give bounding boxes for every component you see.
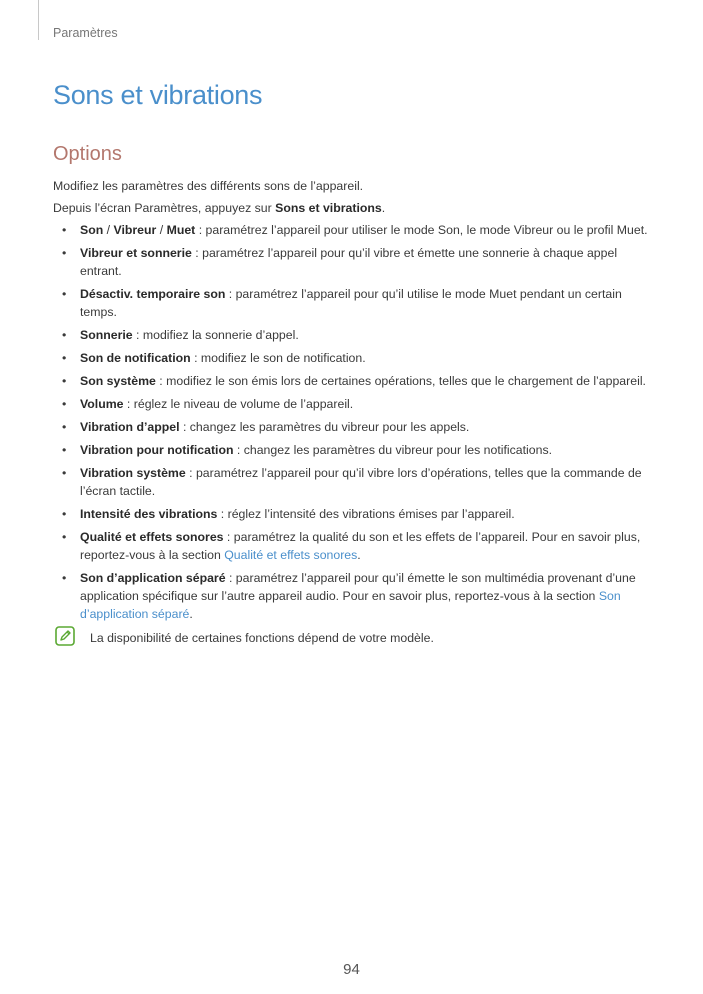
intro-line-1: Modifiez les paramètres des différents sons de l’appareil. xyxy=(53,179,364,193)
main-content xyxy=(53,177,653,651)
note-text: La disponibilité de certaines fonctions dépend de votre modèle. xyxy=(90,631,434,645)
item-text: : paramétrez la qualité du son et les effets de l’appareil. Pour en savoir plus, reportez-vous à la section xyxy=(80,530,641,562)
item-text: : paramétrez l’appareil pour qu’il émette le son multimédia provenant d’une application spécifique sur l’autre appareil audio. Pour en savoir plus, reportez-vous à la section xyxy=(80,571,636,603)
item-term: Vibration d’appel xyxy=(80,420,180,434)
item-text: : changez les paramètres du vibreur pour les notifications. xyxy=(233,443,553,457)
item-term: Vibration système xyxy=(80,466,186,480)
list-item-intensite-vibrations xyxy=(53,505,653,523)
item-term: Son système xyxy=(80,374,156,388)
item-sep: / xyxy=(103,223,114,237)
item-term: Son de notification xyxy=(80,351,191,365)
item-sep: / xyxy=(156,223,167,237)
item-term: Vibreur xyxy=(113,223,157,237)
intro-line-2-suffix: . xyxy=(381,201,386,215)
item-term: Muet xyxy=(166,223,196,237)
item-text: : paramétrez l’appareil pour utiliser le mode Son, le mode Vibreur ou le profil Muet. xyxy=(195,223,648,237)
link-son-application-separe[interactable]: Son d’application séparé xyxy=(80,589,621,621)
intro-line-2-bold: Sons et vibrations xyxy=(275,201,382,215)
item-text: : modifiez la sonnerie d’appel. xyxy=(132,328,299,342)
item-text: : paramétrez l’appareil pour qu’il vibre lors d’opérations, telles que la commande de l’écran tactile. xyxy=(80,466,642,498)
note-block xyxy=(53,629,653,651)
page-title: Sons et vibrations xyxy=(53,80,263,110)
item-term: Désactiv. temporaire son xyxy=(80,287,226,301)
header-margin-rule xyxy=(38,0,39,40)
item-term: Vibration pour notification xyxy=(80,443,234,457)
list-item-vibration-appel xyxy=(53,418,653,436)
item-term: Volume xyxy=(80,397,124,411)
note-pencil-icon xyxy=(55,626,75,646)
list-item-vibration-systeme xyxy=(53,464,653,500)
item-text: : réglez le niveau de volume de l’appareil. xyxy=(123,397,354,411)
list-item-volume xyxy=(53,395,653,413)
item-term: Sonnerie xyxy=(80,328,133,342)
link-qualite-effets-sonores[interactable]: Qualité et effets sonores xyxy=(224,548,358,562)
list-item-son-application-separe xyxy=(53,569,653,623)
item-term: Qualité et effets sonores xyxy=(80,530,224,544)
intro-line-2-prefix: Depuis l’écran Paramètres, appuyez sur xyxy=(53,201,276,215)
list-item-desactiv-temporaire xyxy=(53,285,653,321)
item-term: Vibreur et sonnerie xyxy=(80,246,192,260)
item-term: Son d’application séparé xyxy=(80,571,226,585)
options-list xyxy=(53,221,653,623)
running-header: Paramètres xyxy=(53,26,118,40)
list-item-son-systeme xyxy=(53,372,653,390)
item-text: : modifiez le son de notification. xyxy=(190,351,366,365)
list-item-vibreur-sonnerie xyxy=(53,244,653,280)
item-text: : changez les paramètres du vibreur pour les appels. xyxy=(179,420,470,434)
list-item-vibration-notification xyxy=(53,441,653,459)
page-number: 94 xyxy=(343,961,360,978)
item-after: . xyxy=(357,548,361,562)
item-text: : réglez l’intensité des vibrations émises par l’appareil. xyxy=(217,507,515,521)
section-title: Options xyxy=(53,143,122,165)
item-term: Son xyxy=(80,223,104,237)
item-term: Intensité des vibrations xyxy=(80,507,218,521)
item-text: : paramétrez l’appareil pour qu’il vibre et émette une sonnerie à chaque appel entrant. xyxy=(80,246,618,278)
intro-line-2 xyxy=(53,199,653,217)
list-item-son-vibreur-muet xyxy=(53,221,653,239)
list-item-son-notification xyxy=(53,349,653,367)
item-after: . xyxy=(189,607,193,621)
item-text: : modifiez le son émis lors de certaines opérations, telles que le chargement de l’appareil. xyxy=(155,374,646,388)
list-item-qualite-effets xyxy=(53,528,653,564)
list-item-sonnerie xyxy=(53,326,653,344)
item-text: : paramétrez l’appareil pour qu’il utilise le mode Muet pendant un certain temps. xyxy=(80,287,622,319)
